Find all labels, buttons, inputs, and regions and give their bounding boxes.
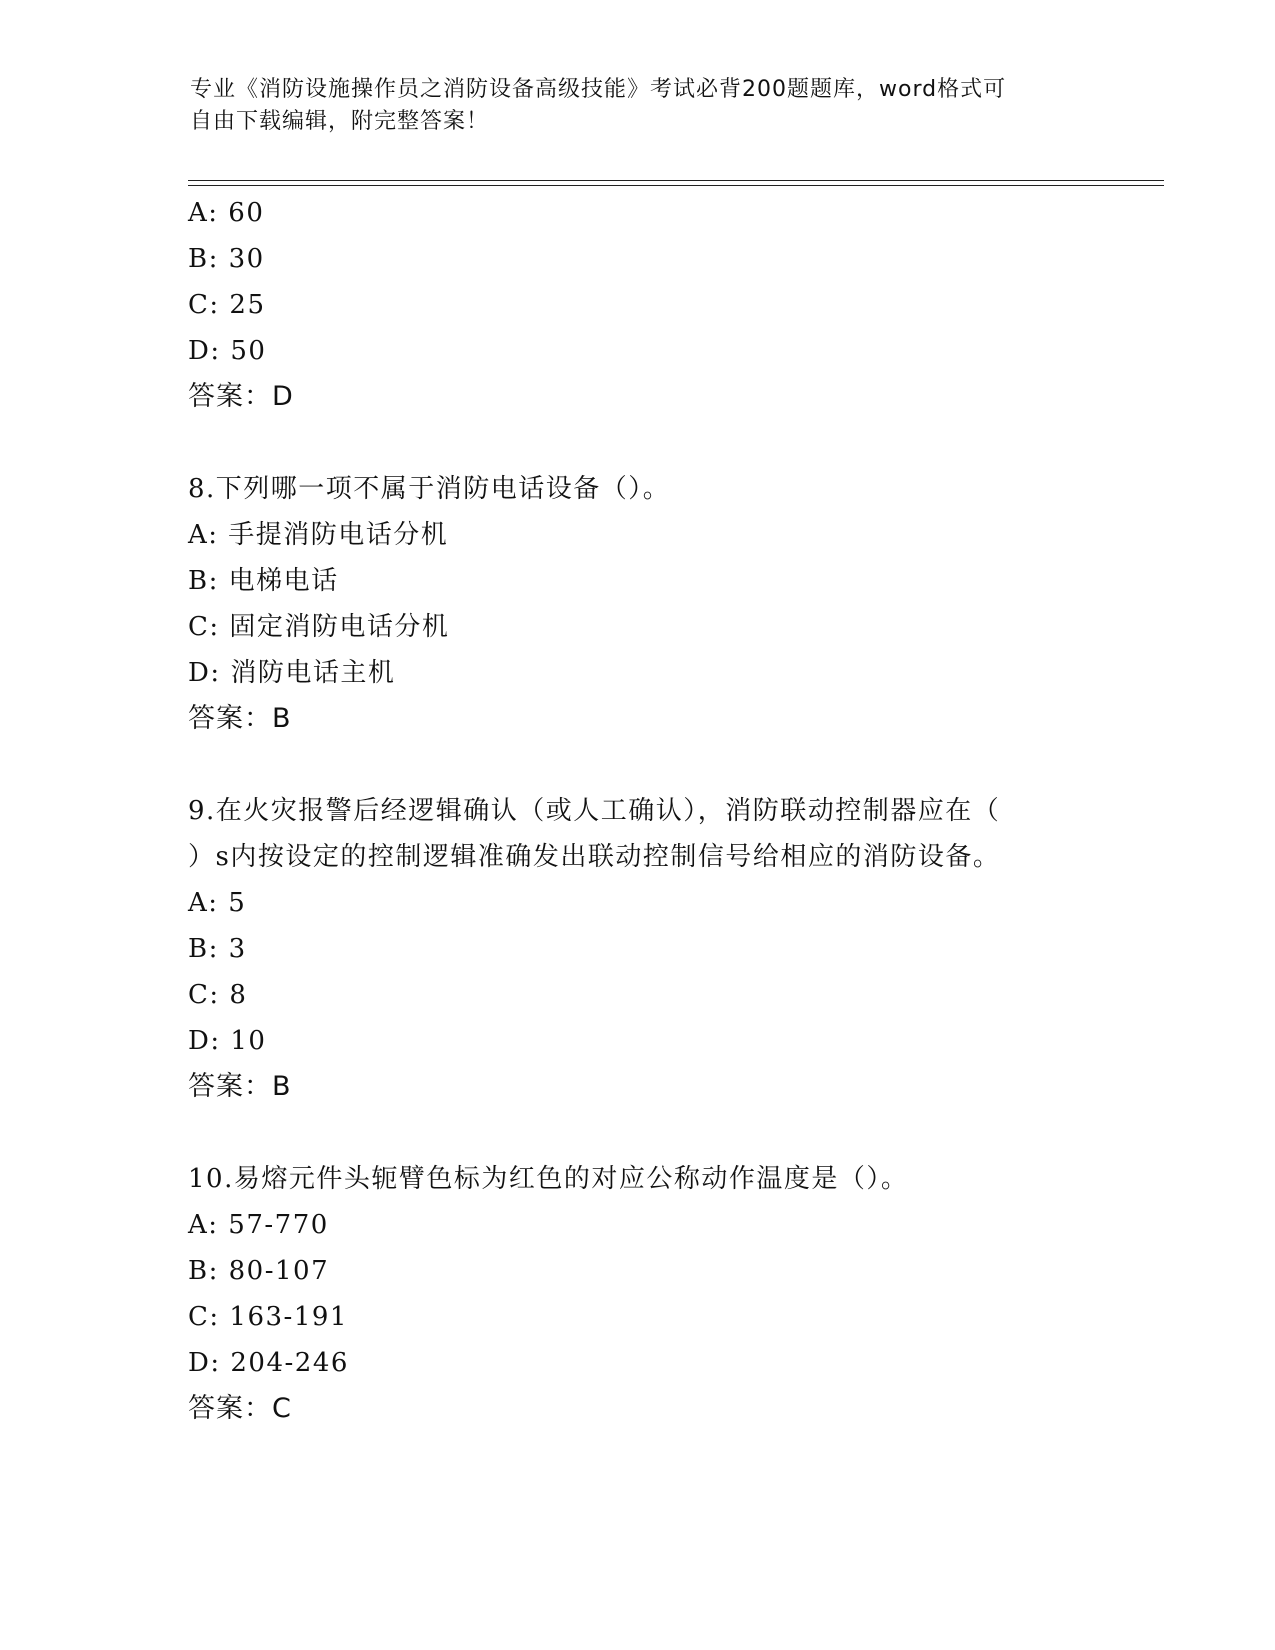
option-d: D: 消防电话主机 (188, 658, 396, 688)
option-d: D: 10 (188, 1026, 267, 1056)
option-c: C: 固定消防电话分机 (188, 612, 450, 642)
spacer (188, 1110, 1128, 1156)
spacer (188, 420, 1128, 466)
option-d: D: 50 (188, 336, 267, 366)
option-d: D: 204-246 (188, 1348, 349, 1378)
header-line-2: 自由下载编辑，附完整答案！ (190, 109, 490, 134)
option-b: B: 电梯电话 (188, 566, 339, 596)
header-divider-top (188, 180, 1164, 181)
question-stem-line-2: ）s内按设定的控制逻辑准确发出联动控制信号给相应的消防设备。 (188, 842, 1001, 872)
option-c: C: 25 (188, 290, 266, 320)
question-list (188, 190, 1128, 1432)
question-stem: 10.易熔元件头轭臂色标为红色的对应公称动作温度是（）。 (188, 1164, 909, 1194)
document-header (190, 74, 1090, 138)
answer: 答案：C (188, 1393, 292, 1424)
answer: 答案：B (188, 1071, 292, 1102)
question-7 (188, 190, 1128, 420)
option-c: C: 8 (188, 980, 248, 1010)
answer: 答案：D (188, 381, 294, 412)
option-a: A: 60 (188, 198, 265, 228)
option-b: B: 3 (188, 934, 247, 964)
option-b: B: 30 (188, 244, 265, 274)
answer: 答案：B (188, 703, 292, 734)
header-divider-bottom (188, 185, 1164, 186)
spacer (188, 742, 1128, 788)
question-9 (188, 788, 1128, 1110)
option-a: A: 5 (188, 888, 247, 918)
option-c: C: 163-191 (188, 1302, 348, 1332)
option-a: A: 57-770 (188, 1210, 329, 1240)
question-stem: 8.下列哪一项不属于消防电话设备（）。 (188, 474, 671, 504)
option-b: B: 80-107 (188, 1256, 330, 1286)
question-8 (188, 466, 1128, 742)
question-10 (188, 1156, 1128, 1432)
option-a: A: 手提消防电话分机 (188, 520, 449, 550)
question-stem-line-1: 9.在火灾报警后经逻辑确认（或人工确认），消防联动控制器应在（ (188, 796, 1001, 826)
header-line-1: 专业《消防设施操作员之消防设备高级技能》考试必背200题题库，word格式可 (190, 77, 1007, 102)
